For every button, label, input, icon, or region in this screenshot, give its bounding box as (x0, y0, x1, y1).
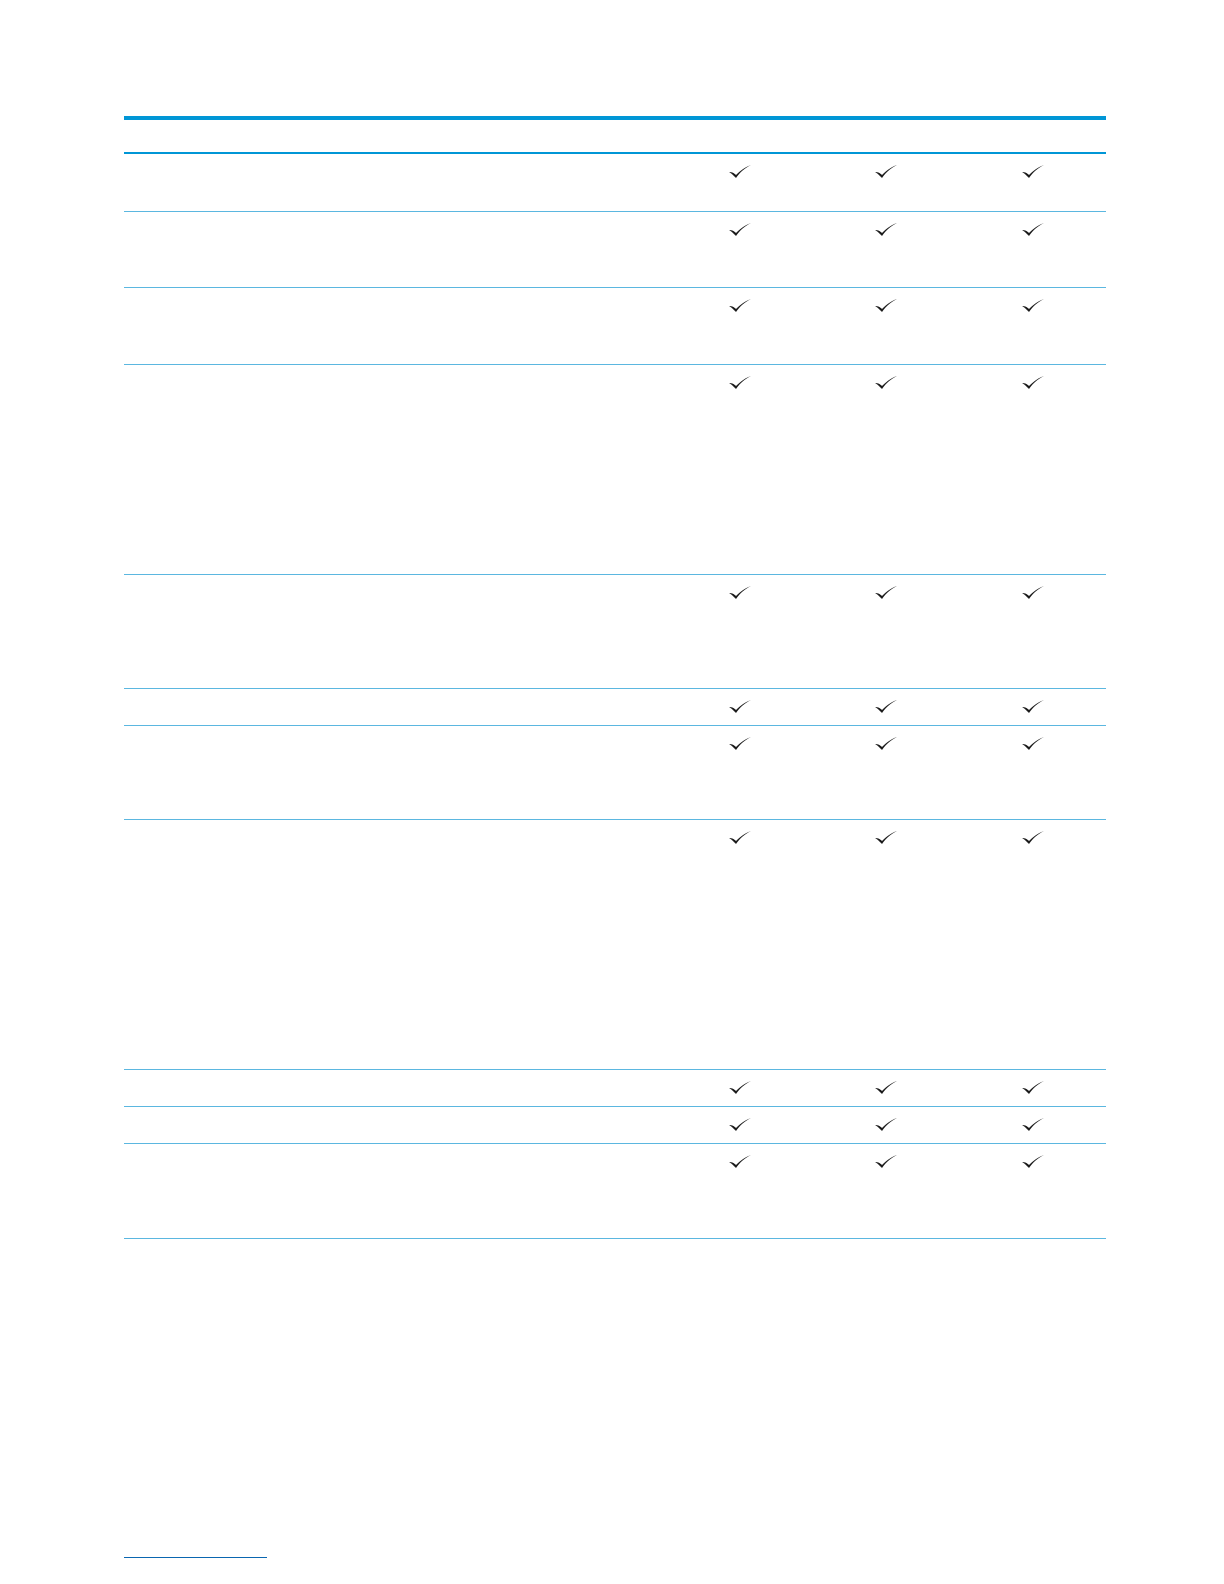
checkmark-icon (1021, 375, 1045, 391)
table-row (124, 820, 1106, 1070)
check-cell-model-3 (960, 575, 1106, 688)
check-cell-model-1 (667, 820, 813, 1069)
check-cell-model-1 (667, 1144, 813, 1238)
checkmark-icon (728, 736, 752, 752)
checkmark-icon (1021, 222, 1045, 238)
check-cell-model-2 (813, 365, 959, 574)
checkmark-icon (874, 222, 898, 238)
check-cell-model-1 (667, 689, 813, 725)
check-cell-model-2 (813, 1144, 959, 1238)
check-cell-model-2 (813, 154, 959, 211)
checkmark-icon (728, 1080, 752, 1096)
header-feature-label (124, 120, 667, 152)
check-cell-model-3 (960, 689, 1106, 725)
check-cell-model-2 (813, 726, 959, 819)
row-label (124, 154, 667, 211)
checkmark-icon (874, 585, 898, 601)
check-cell-model-1 (667, 1107, 813, 1143)
check-cell-model-2 (813, 1107, 959, 1143)
row-label (124, 212, 667, 287)
table-row (124, 689, 1106, 726)
row-label (124, 1070, 667, 1106)
checkmark-icon (874, 736, 898, 752)
check-cell-model-2 (813, 288, 959, 364)
check-cell-model-3 (960, 1144, 1106, 1238)
checkmark-icon (728, 1117, 752, 1133)
table-body (124, 154, 1106, 1239)
table-header (124, 116, 1106, 154)
checkmark-icon (874, 1080, 898, 1096)
check-cell-model-1 (667, 288, 813, 364)
check-cell-model-3 (960, 288, 1106, 364)
row-label (124, 288, 667, 364)
row-label (124, 365, 667, 574)
checkmark-icon (874, 1117, 898, 1133)
checkmark-icon (728, 375, 752, 391)
table-row (124, 1144, 1106, 1239)
check-cell-model-1 (667, 575, 813, 688)
check-cell-model-2 (813, 820, 959, 1069)
table-row (124, 575, 1106, 689)
check-cell-model-3 (960, 365, 1106, 574)
checkmark-icon (728, 164, 752, 180)
table-row (124, 288, 1106, 365)
checkmark-icon (1021, 699, 1045, 715)
check-cell-model-2 (813, 689, 959, 725)
table-row (124, 1107, 1106, 1144)
check-cell-model-1 (667, 154, 813, 211)
checkmark-icon (728, 298, 752, 314)
header-model-1 (667, 120, 813, 152)
check-cell-model-3 (960, 1070, 1106, 1106)
table-row (124, 1070, 1106, 1107)
table-row (124, 212, 1106, 288)
check-cell-model-3 (960, 212, 1106, 287)
checkmark-icon (728, 830, 752, 846)
check-cell-model-3 (960, 820, 1106, 1069)
checkmark-icon (1021, 164, 1045, 180)
checkmark-icon (1021, 585, 1045, 601)
check-cell-model-2 (813, 212, 959, 287)
checkmark-icon (728, 699, 752, 715)
check-cell-model-2 (813, 1070, 959, 1106)
checkmark-icon (1021, 298, 1045, 314)
checkmark-icon (874, 699, 898, 715)
check-cell-model-1 (667, 365, 813, 574)
checkmark-icon (874, 1154, 898, 1170)
check-cell-model-2 (813, 575, 959, 688)
checkmark-icon (874, 375, 898, 391)
footer-link-underline[interactable] (124, 1557, 267, 1558)
check-cell-model-3 (960, 154, 1106, 211)
row-label (124, 820, 667, 1069)
table-row (124, 154, 1106, 212)
table-row (124, 365, 1106, 575)
feature-table (124, 116, 1106, 1239)
row-label (124, 575, 667, 688)
checkmark-icon (1021, 1080, 1045, 1096)
checkmark-icon (874, 830, 898, 846)
check-cell-model-1 (667, 1070, 813, 1106)
table-row (124, 726, 1106, 820)
header-model-2 (813, 120, 959, 152)
row-label (124, 689, 667, 725)
check-cell-model-1 (667, 726, 813, 819)
check-cell-model-1 (667, 212, 813, 287)
header-model-3 (960, 120, 1106, 152)
checkmark-icon (1021, 1154, 1045, 1170)
checkmark-icon (874, 164, 898, 180)
checkmark-icon (728, 1154, 752, 1170)
row-label (124, 1107, 667, 1143)
checkmark-icon (728, 222, 752, 238)
checkmark-icon (1021, 830, 1045, 846)
checkmark-icon (874, 298, 898, 314)
checkmark-icon (1021, 1117, 1045, 1133)
check-cell-model-3 (960, 726, 1106, 819)
checkmark-icon (1021, 736, 1045, 752)
row-label (124, 726, 667, 819)
checkmark-icon (728, 585, 752, 601)
check-cell-model-3 (960, 1107, 1106, 1143)
row-label (124, 1144, 667, 1238)
